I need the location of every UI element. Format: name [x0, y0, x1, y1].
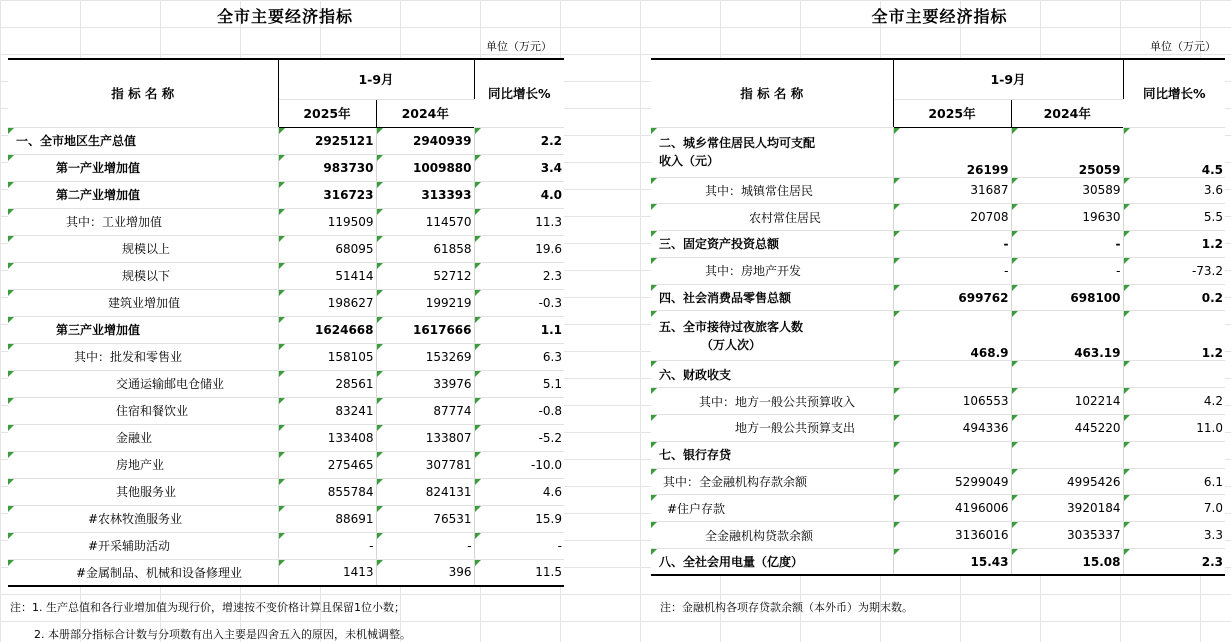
value-2025: 494336 [893, 415, 1011, 442]
indicator-label: 交通运输邮电仓储业 [8, 370, 278, 397]
value-2025: 855784 [278, 478, 376, 505]
value-2024: 33976 [376, 370, 474, 397]
indicator-label: 建筑业增加值 [8, 289, 278, 316]
value-2024: 824131 [376, 478, 474, 505]
value-2025: 198627 [278, 289, 376, 316]
value-2024: 4995426 [1011, 468, 1123, 495]
table-row [8, 370, 564, 397]
growth-value: 4.2 [1123, 388, 1225, 415]
value-2024: 102214 [1011, 388, 1123, 415]
indicator-label: 其中：房地产开发 [651, 257, 893, 284]
value-2024 [1011, 361, 1123, 388]
table-row [8, 559, 564, 586]
value-2025: 31687 [893, 177, 1011, 204]
indicator-label-line1: 二、城乡常住居民人均可支配 [659, 136, 816, 150]
value-2025: 68095 [278, 235, 376, 262]
table-row [651, 284, 1225, 311]
indicator-label: 住宿和餐饮业 [8, 397, 278, 424]
indicator-label: 六、财政收支 [651, 361, 893, 388]
value-2024: 133807 [376, 424, 474, 451]
header-growth: 同比增长% [474, 59, 564, 127]
value-2025: 51414 [278, 262, 376, 289]
indicator-label: 地方一般公共预算支出 [651, 415, 893, 442]
table-row [651, 549, 1225, 576]
growth-value: 3.4 [474, 154, 564, 181]
value-2024: 1009880 [376, 154, 474, 181]
growth-value: -0.3 [474, 289, 564, 316]
value-2024: 114570 [376, 208, 474, 235]
table-row [8, 532, 564, 559]
growth-value: 15.9 [474, 505, 564, 532]
value-2025: 3136016 [893, 522, 1011, 549]
growth-value: 6.3 [474, 343, 564, 370]
indicator-label [651, 311, 893, 361]
table-row [8, 208, 564, 235]
value-2025: 119509 [278, 208, 376, 235]
table-row [8, 478, 564, 505]
table-row [8, 154, 564, 181]
header-period: 1-9月 [893, 59, 1123, 99]
indicator-label: 其中：工业增加值 [8, 208, 278, 235]
growth-value: -10.0 [474, 451, 564, 478]
table-row [8, 181, 564, 208]
value-2024: 463.19 [1011, 311, 1123, 361]
growth-value: 11.0 [1123, 415, 1225, 442]
value-2024: 396 [376, 559, 474, 586]
growth-value: 4.0 [474, 181, 564, 208]
header-growth: 同比增长% [1123, 59, 1225, 127]
header-year-2024: 2024年 [1011, 99, 1123, 127]
indicator-label: #农林牧渔服务业 [8, 505, 278, 532]
growth-value: 19.6 [474, 235, 564, 262]
indicator-table [8, 58, 564, 587]
value-2025: - [278, 532, 376, 559]
value-2024: 52712 [376, 262, 474, 289]
value-2025: 28561 [278, 370, 376, 397]
growth-value: 1.2 [1123, 311, 1225, 361]
indicator-label [651, 127, 893, 177]
table-row [8, 505, 564, 532]
growth-value: 4.6 [474, 478, 564, 505]
value-2024: - [1011, 257, 1123, 284]
table-row [651, 361, 1225, 388]
indicator-label: 其中：地方一般公共预算收入 [651, 388, 893, 415]
indicator-label: 规模以下 [8, 262, 278, 289]
indicator-label: 八、全社会用电量（亿度） [651, 549, 893, 576]
growth-value: - [474, 532, 564, 559]
value-2025: 158105 [278, 343, 376, 370]
value-2025: - [893, 257, 1011, 284]
value-2025: 83241 [278, 397, 376, 424]
indicator-label-line1: 五、全市接待过夜旅客人数 [659, 319, 804, 334]
indicator-table [651, 58, 1225, 576]
growth-value: 7.0 [1123, 495, 1225, 522]
value-2024: - [376, 532, 474, 559]
table-row [651, 415, 1225, 442]
value-2024: - [1011, 231, 1123, 258]
indicator-label: 其中：城镇常住居民 [651, 177, 893, 204]
growth-value: 2.3 [474, 262, 564, 289]
value-2024: 1617666 [376, 316, 474, 343]
value-2025 [893, 361, 1011, 388]
indicator-label: 房地产业 [8, 451, 278, 478]
value-2024: 87774 [376, 397, 474, 424]
note-line-1: 注：1. 生产总值和各行业增加值为现行价，增速按不变价格计算且保留1位小数； [10, 601, 405, 614]
value-2024: 61858 [376, 235, 474, 262]
indicator-label: 其中：全金融机构存款余额 [651, 468, 893, 495]
indicator-label: 一、全市地区生产总值 [8, 127, 278, 154]
value-2024: 313393 [376, 181, 474, 208]
value-2025: 133408 [278, 424, 376, 451]
header-period: 1-9月 [278, 59, 474, 99]
growth-value: 2.2 [474, 127, 564, 154]
value-2025: 15.43 [893, 549, 1011, 576]
value-2024: 307781 [376, 451, 474, 478]
note-line-1: 注：金融机构各项存贷款余额（本外币）为期末数。 [660, 601, 913, 614]
value-2024: 25059 [1011, 127, 1123, 177]
value-2024: 445220 [1011, 415, 1123, 442]
growth-value [1123, 361, 1225, 388]
unit-label: 单位（万元） [1150, 40, 1216, 53]
growth-value: -0.8 [474, 397, 564, 424]
growth-value [1123, 441, 1225, 468]
value-2025: 4196006 [893, 495, 1011, 522]
value-2025: 1624668 [278, 316, 376, 343]
growth-value: 6.1 [1123, 468, 1225, 495]
value-2024: 19630 [1011, 204, 1123, 231]
table-row [651, 204, 1225, 231]
growth-value: 0.2 [1123, 284, 1225, 311]
unit-label: 单位（万元） [486, 40, 552, 53]
value-2025: 2925121 [278, 127, 376, 154]
value-2025: 316723 [278, 181, 376, 208]
value-2025: 5299049 [893, 468, 1011, 495]
indicator-label: 规模以上 [8, 235, 278, 262]
value-2025: 468.9 [893, 311, 1011, 361]
indicator-label: #开采辅助活动 [8, 532, 278, 559]
table-row [651, 311, 1225, 361]
value-2025: 106553 [893, 388, 1011, 415]
growth-value: -5.2 [474, 424, 564, 451]
table-row [8, 451, 564, 478]
table-row [651, 495, 1225, 522]
value-2024: 3035337 [1011, 522, 1123, 549]
indicator-label: 农村常住居民 [651, 204, 893, 231]
indicator-label: 七、银行存贷 [651, 441, 893, 468]
growth-value: 11.3 [474, 208, 564, 235]
table-row [8, 262, 564, 289]
growth-value: 1.1 [474, 316, 564, 343]
table-row [651, 522, 1225, 549]
value-2025: 699762 [893, 284, 1011, 311]
value-2024: 30589 [1011, 177, 1123, 204]
value-2025: 20708 [893, 204, 1011, 231]
table-row [8, 127, 564, 154]
indicator-label: 金融业 [8, 424, 278, 451]
value-2024: 2940939 [376, 127, 474, 154]
growth-value: 1.2 [1123, 231, 1225, 258]
table-row [651, 127, 1225, 177]
table-row [651, 441, 1225, 468]
growth-value: 2.3 [1123, 549, 1225, 576]
table-row [8, 397, 564, 424]
value-2024: 3920184 [1011, 495, 1123, 522]
indicator-label: 四、社会消费品零售总额 [651, 284, 893, 311]
value-2024: 15.08 [1011, 549, 1123, 576]
table-row [651, 388, 1225, 415]
value-2024: 698100 [1011, 284, 1123, 311]
header-year-2025: 2025年 [278, 99, 376, 127]
header-year-2024: 2024年 [376, 99, 474, 127]
value-2024: 153269 [376, 343, 474, 370]
table-row [651, 257, 1225, 284]
table-row [651, 468, 1225, 495]
value-2025 [893, 441, 1011, 468]
value-2024: 76531 [376, 505, 474, 532]
indicator-label: 其他服务业 [8, 478, 278, 505]
indicator-label-line2: （万人次） [701, 337, 762, 352]
indicator-label: 第二产业增加值 [8, 181, 278, 208]
indicator-label: #住户存款 [651, 495, 893, 522]
table-row [8, 235, 564, 262]
growth-value: 5.1 [474, 370, 564, 397]
indicator-label: 第三产业增加值 [8, 316, 278, 343]
value-2024 [1011, 441, 1123, 468]
table-row [8, 289, 564, 316]
growth-value: -73.2 [1123, 257, 1225, 284]
indicator-label: 三、固定资产投资总额 [651, 231, 893, 258]
table-row [8, 316, 564, 343]
indicator-label: 第一产业增加值 [8, 154, 278, 181]
growth-value: 3.6 [1123, 177, 1225, 204]
value-2025: 275465 [278, 451, 376, 478]
sheet-title: 全市主要经济指标 [216, 7, 353, 26]
sheet-title: 全市主要经济指标 [871, 7, 1008, 26]
value-2025: 1413 [278, 559, 376, 586]
value-2024: 199219 [376, 289, 474, 316]
header-year-2025: 2025年 [893, 99, 1011, 127]
header-name: 指 标 名 称 [651, 59, 893, 127]
note-line-2: 2. 本册部分指标合计数与分项数有出入主要是四舍五入的原因，未机械调整。 [34, 628, 411, 641]
growth-value: 4.5 [1123, 127, 1225, 177]
growth-value: 3.3 [1123, 522, 1225, 549]
value-2025: - [893, 231, 1011, 258]
table-row [8, 343, 564, 370]
header-name: 指 标 名 称 [8, 59, 278, 127]
indicator-label-line2: 收入（元） [659, 154, 720, 168]
growth-value: 5.5 [1123, 204, 1225, 231]
indicator-label: 其中：批发和零售业 [8, 343, 278, 370]
value-2025: 88691 [278, 505, 376, 532]
value-2025: 983730 [278, 154, 376, 181]
indicator-label: 全金融机构贷款余额 [651, 522, 893, 549]
table-row [651, 231, 1225, 258]
growth-value: 11.5 [474, 559, 564, 586]
table-row [651, 177, 1225, 204]
indicator-label: #金属制品、机械和设备修理业 [8, 559, 278, 586]
table-row [8, 424, 564, 451]
value-2025: 26199 [893, 127, 1011, 177]
